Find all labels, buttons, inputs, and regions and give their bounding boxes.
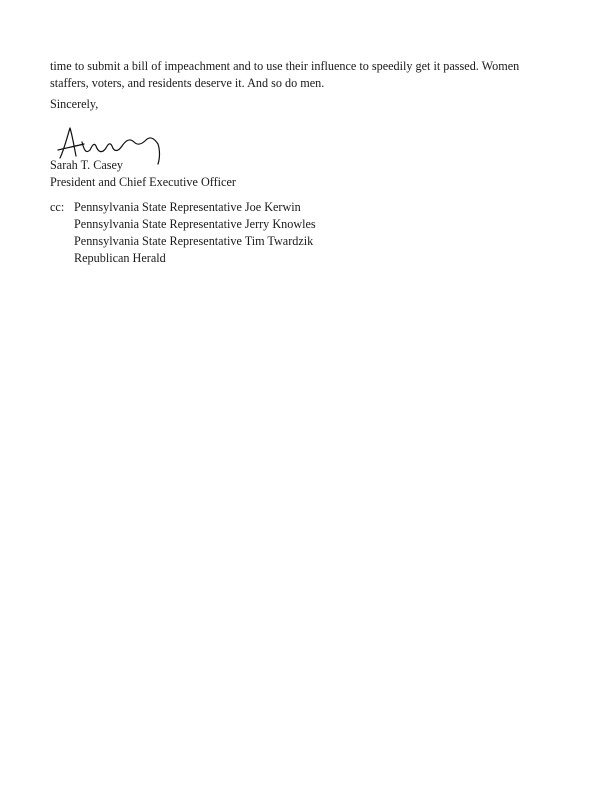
cc-recipient-list (70, 199, 316, 267)
cc-section (50, 199, 316, 267)
cc-recipient (70, 250, 316, 267)
closing-paragraph (50, 58, 550, 92)
cc-recipient-text: Pennsylvania State Representative Joe Kerwin (74, 200, 301, 214)
paragraph-line: staffers, voters, and residents deserve it. And so do men. (50, 76, 325, 90)
paragraph-line: time to submit a bill of impeachment and to use their influence to speedily get it passed. Women (50, 59, 520, 73)
cc-recipient-text: Republican Herald (74, 251, 166, 265)
signature-block (50, 157, 236, 191)
cc-recipient (70, 199, 316, 216)
signer-title: President and Chief Executive Officer (50, 175, 236, 189)
complimentary-close: Sincerely, (50, 97, 99, 111)
cc-recipient (70, 216, 316, 233)
cc-recipient (70, 233, 316, 250)
signer-name: Sarah T. Casey (50, 158, 123, 172)
cc-label: cc: (50, 200, 65, 214)
cc-recipient-text: Pennsylvania State Representative Jerry Knowles (74, 217, 316, 231)
cc-recipient-text: Pennsylvania State Representative Tim Twardzik (74, 234, 314, 248)
